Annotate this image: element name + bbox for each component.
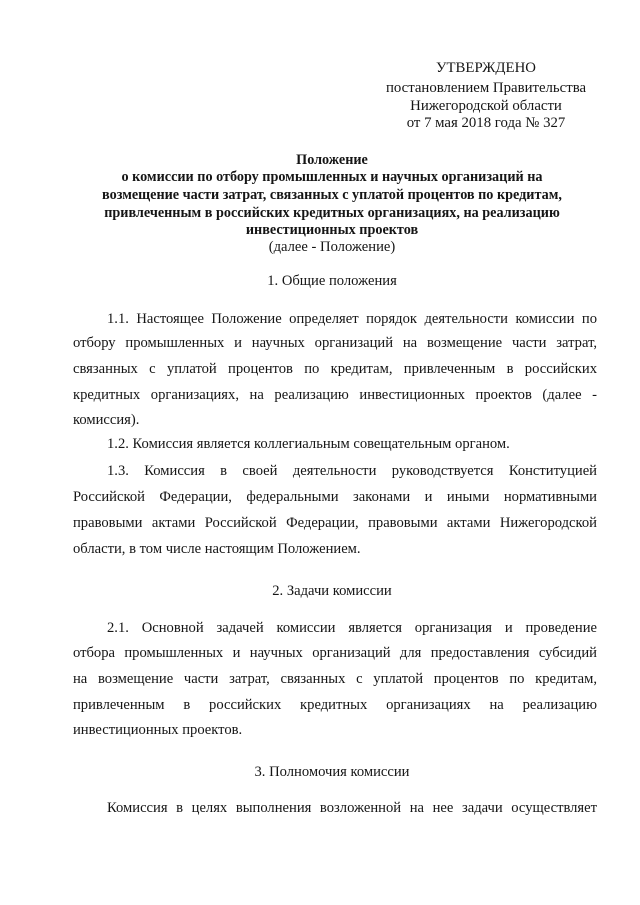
approval-line: от 7 мая 2018 года № 327 — [406, 115, 566, 131]
title-subject-line: инвестиционных проектов — [245, 222, 419, 238]
paragraph-line: отбору промышленных и научных организаций на возмещение части затрат, — [73, 335, 597, 351]
paragraph-line: кредитных организациях, на реализацию инвестиционных проектов (далее - — [73, 387, 597, 403]
approval-title: УТВЕРЖДЕНО — [436, 60, 536, 76]
paragraph-line: отбора промышленных и научных организаций для предоставления субсидий — [73, 645, 597, 661]
paragraph-line: 1.2. Комиссия является коллегиальным совещательным органом. — [107, 436, 510, 452]
paragraph-line: комиссия). — [73, 412, 140, 428]
title-subject-line: привлеченным в российских кредитных организациях, на реализацию — [104, 205, 560, 221]
title-subject-line: о комиссии по отбору промышленных и научных организаций на — [121, 169, 543, 185]
section-heading: 2. Задачи комиссии — [272, 583, 392, 599]
paragraph-line: области, в том числе настоящим Положением. — [73, 541, 361, 557]
paragraph-line: правовыми актами Российской Федерации, правовыми актами Нижегородской — [73, 515, 597, 531]
paragraph-line: связанных с уплатой процентов по кредитам, привлеченным в российских — [73, 361, 597, 377]
paragraph-line: 1.3. Комиссия в своей деятельности руководствуется Конституцией — [107, 463, 597, 479]
paragraph-line: Российской Федерации, федеральными законами и иными нормативными — [73, 489, 597, 505]
title-subject-line: возмещение части затрат, связанных с уплатой процентов по кредитам, — [102, 187, 562, 203]
approval-line: постановлением Правительства — [385, 80, 587, 96]
approval-line: Нижегородской области — [410, 98, 562, 114]
paragraph-line: Комиссия в целях выполнения возложенной на нее задачи осуществляет — [107, 800, 597, 816]
section-heading: 1. Общие положения — [267, 273, 397, 289]
title-note: (далее - Положение) — [268, 239, 396, 255]
section-heading: 3. Полномочия комиссии — [254, 764, 410, 780]
paragraph-line: на возмещение части затрат, связанных с уплатой процентов по кредитам, — [73, 671, 597, 687]
document-title: Положение — [296, 152, 368, 168]
paragraph-line: привлеченным в российских кредитных организациях на реализацию — [73, 697, 597, 713]
paragraph-line: 2.1. Основной задачей комиссии является организация и проведение — [107, 620, 597, 636]
paragraph-line: 1.1. Настоящее Положение определяет порядок деятельности комиссии по — [107, 311, 597, 327]
paragraph-line: инвестиционных проектов. — [73, 722, 243, 738]
